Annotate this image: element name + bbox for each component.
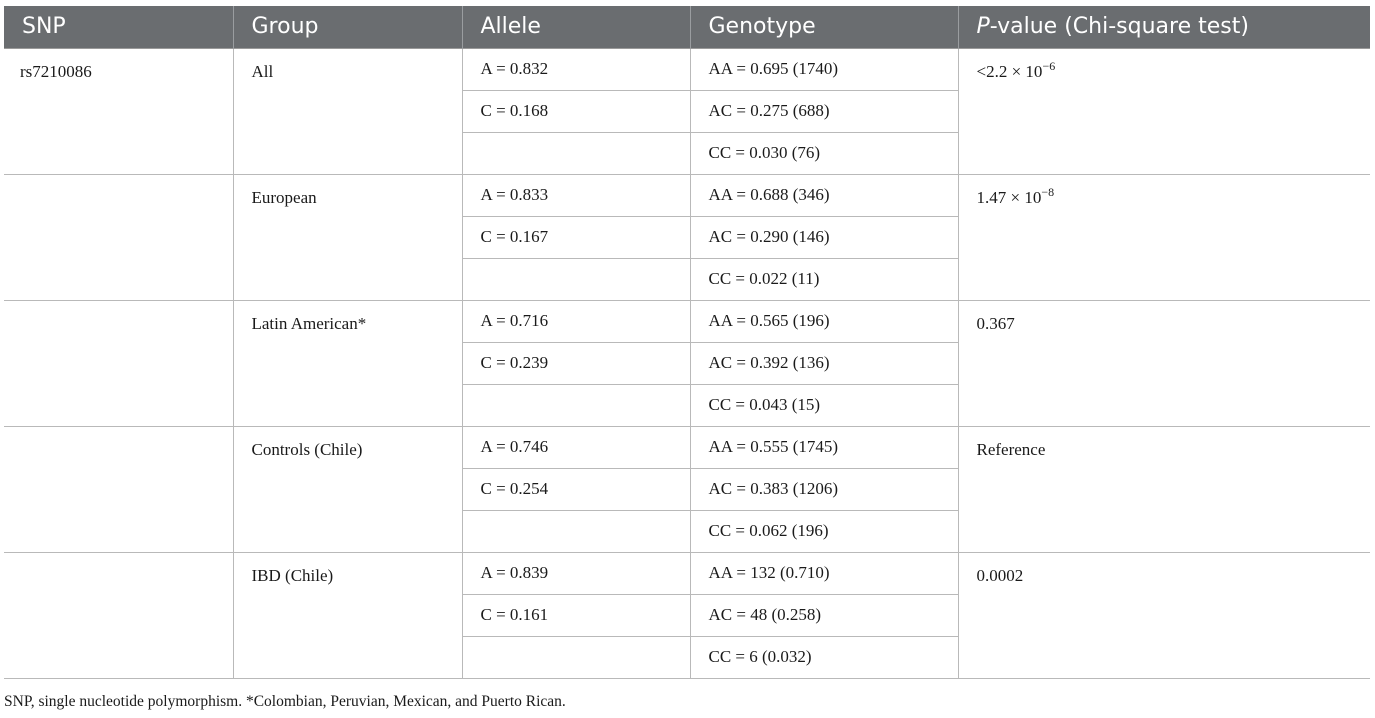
cell-genotype: AC = 0.383 (1206) — [690, 468, 958, 510]
table-body — [4, 48, 1370, 678]
cell-allele: C = 0.167 — [462, 216, 690, 258]
table-row — [4, 48, 1370, 90]
cell-allele: C = 0.161 — [462, 594, 690, 636]
cell-group: IBD (Chile) — [233, 552, 462, 678]
cell-group: Controls (Chile) — [233, 426, 462, 552]
cell-genotype: AC = 0.275 (688) — [690, 90, 958, 132]
cell-group: Latin American* — [233, 300, 462, 426]
cell-snp: rs7210086 — [4, 48, 233, 174]
cell-genotype: CC = 6 (0.032) — [690, 636, 958, 678]
cell-pvalue — [958, 300, 1370, 426]
header-allele: Allele — [462, 6, 690, 48]
cell-allele — [462, 132, 690, 174]
cell-allele: A = 0.832 — [462, 48, 690, 90]
cell-pvalue — [958, 48, 1370, 174]
snp-table — [4, 6, 1370, 679]
cell-genotype: AA = 132 (0.710) — [690, 552, 958, 594]
cell-snp — [4, 552, 233, 678]
cell-genotype: AA = 0.555 (1745) — [690, 426, 958, 468]
header-group: Group — [233, 6, 462, 48]
table-row — [4, 426, 1370, 468]
cell-pvalue — [958, 426, 1370, 552]
cell-genotype: CC = 0.062 (196) — [690, 510, 958, 552]
cell-snp — [4, 300, 233, 426]
header-snp: SNP — [4, 6, 233, 48]
cell-allele: A = 0.833 — [462, 174, 690, 216]
cell-allele: A = 0.746 — [462, 426, 690, 468]
cell-genotype: AC = 0.392 (136) — [690, 342, 958, 384]
pvalue-base: <2.2 × 10 — [976, 61, 1043, 81]
header-row — [4, 6, 1370, 48]
cell-allele: C = 0.254 — [462, 468, 690, 510]
cell-allele — [462, 510, 690, 552]
header-pvalue-rest: -value (Chi-square test) — [989, 14, 1249, 40]
cell-allele — [462, 258, 690, 300]
header-genotype: Genotype — [690, 6, 958, 48]
cell-genotype: AA = 0.688 (346) — [690, 174, 958, 216]
table-footnote: SNP, single nucleotide polymorphism. *Colombian, Peruvian, Mexican, and Puerto Rican. — [4, 693, 566, 710]
cell-allele — [462, 384, 690, 426]
pvalue-exponent: −6 — [1042, 58, 1056, 73]
cell-snp — [4, 174, 233, 300]
cell-genotype: CC = 0.030 (76) — [690, 132, 958, 174]
table-row — [4, 552, 1370, 594]
header-pvalue — [958, 6, 1370, 48]
cell-genotype: AA = 0.565 (196) — [690, 300, 958, 342]
cell-genotype: AC = 48 (0.258) — [690, 594, 958, 636]
cell-group: European — [233, 174, 462, 300]
cell-pvalue — [958, 174, 1370, 300]
cell-allele: C = 0.239 — [462, 342, 690, 384]
cell-snp — [4, 426, 233, 552]
cell-allele: A = 0.839 — [462, 552, 690, 594]
table-row — [4, 174, 1370, 216]
cell-genotype: AA = 0.695 (1740) — [690, 48, 958, 90]
cell-genotype: AC = 0.290 (146) — [690, 216, 958, 258]
pvalue-base: 0.367 — [976, 313, 1015, 333]
cell-genotype: CC = 0.022 (11) — [690, 258, 958, 300]
header-pvalue-p: P — [976, 14, 990, 40]
pvalue-exponent: −8 — [1041, 184, 1055, 199]
cell-group: All — [233, 48, 462, 174]
table-row — [4, 300, 1370, 342]
cell-genotype: CC = 0.043 (15) — [690, 384, 958, 426]
pvalue-base: Reference — [976, 439, 1046, 459]
cell-allele: C = 0.168 — [462, 90, 690, 132]
cell-allele — [462, 636, 690, 678]
pvalue-base: 0.0002 — [976, 565, 1024, 585]
pvalue-base: 1.47 × 10 — [976, 187, 1042, 207]
cell-allele: A = 0.716 — [462, 300, 690, 342]
cell-pvalue — [958, 552, 1370, 678]
